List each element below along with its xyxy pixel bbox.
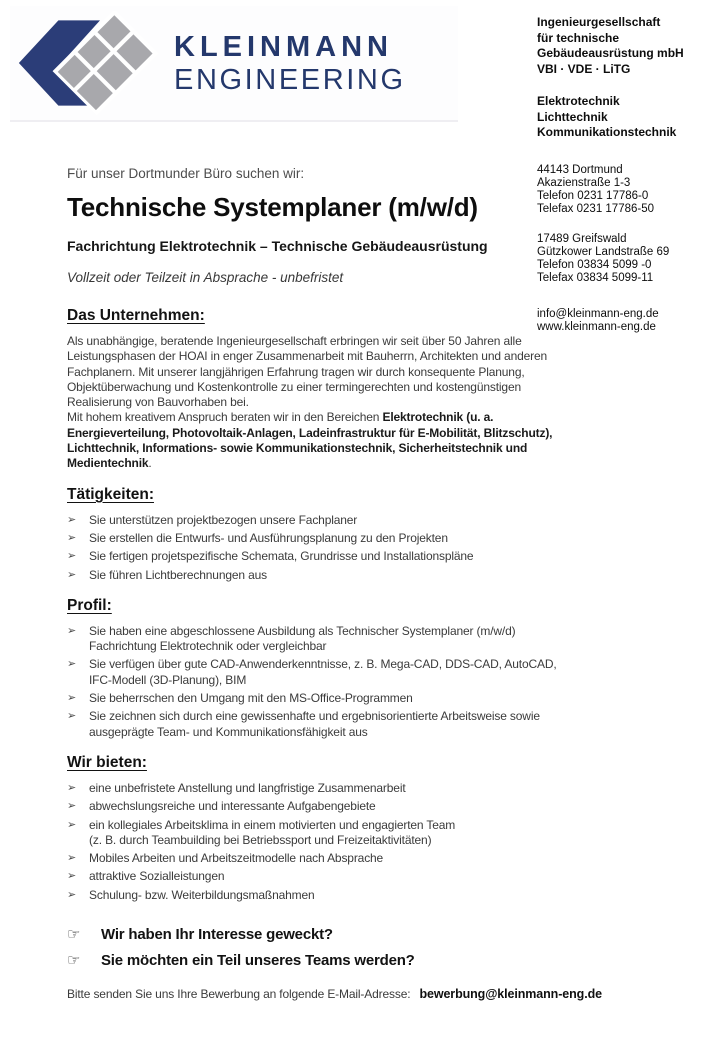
tasks-list xyxy=(67,513,645,583)
list-item-text: Mobiles Arbeiten und Arbeitszeitmodelle nach Absprache xyxy=(89,851,384,866)
apply-instruction-text: Bitte senden Sie uns Ihre Bewerbung an folgende E-Mail-Adresse: xyxy=(67,987,411,1002)
cta-line xyxy=(67,925,645,945)
section-tasks xyxy=(67,485,645,583)
section-heading-company: Das Unternehmen: xyxy=(67,307,205,324)
list-item xyxy=(67,818,645,849)
list-item-text: Sie beherrschen den Umgang mit den MS-Office-Programmen xyxy=(89,691,413,706)
company-paragraph-2 xyxy=(67,410,575,471)
arrow-bullet-icon: ➢ xyxy=(67,531,77,544)
apply-instruction xyxy=(67,987,645,1001)
arrow-bullet-icon: ➢ xyxy=(67,513,77,526)
arrow-bullet-icon: ➢ xyxy=(67,800,77,813)
logo-company-type: ENGINEERING xyxy=(174,64,406,96)
cta-line xyxy=(67,951,645,971)
list-item-text: Sie führen Lichtberechnungen aus xyxy=(89,567,268,582)
arrow-bullet-icon: ➢ xyxy=(67,550,77,563)
arrow-bullet-icon: ➢ xyxy=(67,888,77,901)
list-item xyxy=(67,657,645,688)
section-profile xyxy=(67,596,645,740)
phone-line: Telefon 0231 17786-0 xyxy=(537,189,649,202)
cta-question-2: Sie möchten ein Teil unseres Teams werden? xyxy=(101,952,415,970)
company-paragraph-2-bold: Elektrotechnik (u. a. Energieverteilung, Photovoltaik-Anlagen, Ladeinfrastruktur für E-Mobilität, Blitzschutz), Lichttechnik, Informations- sowie Kommunikationstechnik, Sicherheitstechnik und Medientechnik xyxy=(67,410,553,471)
list-item-text: attraktive Sozialleistungen xyxy=(89,869,225,884)
arrow-bullet-icon: ➢ xyxy=(67,658,77,671)
list-item-text: Sie zeichnen sich durch eine gewissenhafte und ergebnisorientierte Arbeitsweise sowie xyxy=(89,709,540,724)
arrow-bullet-icon: ➢ xyxy=(67,692,77,705)
section-heading-offer: Wir bieten: xyxy=(67,753,147,771)
list-item xyxy=(67,531,645,546)
masthead-line: Elektrotechnik xyxy=(537,94,620,108)
list-item-text: ausgeprägte Team- und Kommunikationsfähigkeit aus xyxy=(89,724,368,739)
arrow-bullet-icon: ➢ xyxy=(67,710,77,723)
contact-email: info@kleinmann-eng.de xyxy=(537,307,659,320)
company-paragraph-2-tail: . xyxy=(148,456,152,471)
logo-company-name: KLEINMANN xyxy=(174,31,393,63)
list-item xyxy=(67,851,645,866)
masthead-line: Gebäudeausrüstung mbH xyxy=(537,46,684,60)
list-item xyxy=(67,781,645,796)
job-title: Technische Systemplaner (m/w/d) xyxy=(67,192,478,222)
arrow-bullet-icon: ➢ xyxy=(67,870,77,883)
list-item xyxy=(67,549,645,564)
masthead-company-block xyxy=(537,15,715,77)
list-item-text: Sie haben eine abgeschlossene Ausbildung als Technischer Systemplaner (m/w/d) xyxy=(89,623,516,638)
company-paragraph-2-lead: Mit hohem kreativem Anspruch beraten wir in den Bereichen xyxy=(67,410,383,425)
list-item xyxy=(67,869,645,884)
arrow-bullet-icon: ➢ xyxy=(67,568,77,581)
fax-line: Telefax 03834 5099-11 xyxy=(537,271,654,284)
list-item-text: Fachrichtung Elektrotechnik oder vergleichbar xyxy=(89,639,327,654)
section-offer xyxy=(67,753,645,903)
list-item xyxy=(67,799,645,814)
apply-email: bewerbung@kleinmann-eng.de xyxy=(419,987,602,1002)
fax-line: Telefax 0231 17786-50 xyxy=(537,202,655,215)
list-item-text: Sie erstellen die Entwurfs- und Ausführungsplanung zu den Projekten xyxy=(89,530,448,545)
job-subtitle: Fachrichtung Elektrotechnik – Technische Gebäudeausrüstung xyxy=(67,238,488,254)
section-heading-tasks: Tätigkeiten: xyxy=(67,485,154,503)
list-item-text: (z. B. durch Teambuilding bei Betriebssport und Freizeitaktivitäten) xyxy=(89,832,432,847)
pointing-hand-icon: ☞ xyxy=(67,926,81,944)
address-line: Akazienstraße 1-3 xyxy=(537,176,631,189)
address-line: 17489 Greifswald xyxy=(537,232,627,245)
masthead-line: Kommunikationstechnik xyxy=(537,125,677,139)
list-item-text: Schulung- bzw. Weiterbildungsmaßnahmen xyxy=(89,887,315,902)
arrow-bullet-icon: ➢ xyxy=(67,818,77,831)
list-item xyxy=(67,691,645,706)
address-line: 44143 Dortmund xyxy=(537,163,623,176)
list-item-text: Sie verfügen über gute CAD-Anwenderkenntnisse, z. B. Mega-CAD, DDS-CAD, AutoCAD, xyxy=(89,657,557,672)
masthead-memberships: VBI · VDE · LiTG xyxy=(537,61,631,76)
job-posting xyxy=(67,166,645,1001)
list-item-text: Sie unterstützen projektbezogen unsere Fachplaner xyxy=(89,512,358,527)
contact-website: www.kleinmann-eng.de xyxy=(537,320,656,333)
list-item-text: Sie fertigen projetspezifische Schemata, Grundrisse und Installationspläne xyxy=(89,549,474,564)
masthead-disciplines xyxy=(537,94,715,141)
list-item xyxy=(67,624,645,655)
masthead-line: Lichttechnik xyxy=(537,109,608,124)
employment-terms: Vollzeit oder Teilzeit in Absprache - unbefristet xyxy=(67,270,344,285)
address-line: Gützkower Landstraße 69 xyxy=(537,245,670,258)
pointing-hand-icon: ☞ xyxy=(67,952,81,970)
cta-block xyxy=(67,925,645,971)
list-item xyxy=(67,568,645,583)
profile-list xyxy=(67,624,645,740)
company-paragraph-1: Als unabhängige, beratende Ingenieurgesellschaft erbringen wir seit über 50 Jahren alle Leistungsphasen der HOAI in enger Zusammenarbeit mit Bauherrn, Architekten und anderen Fachplanern. Mit unserer langjährigen Erfahrung tragen wir durch konsequente Planung, Objektüberwachung und Kostenkontrolle zu einer termingerechten und kostengünstigen Realisierung von Bauvorhaben bei. xyxy=(67,334,548,410)
intro-line: Für unser Dortmunder Büro suchen wir: xyxy=(67,166,305,181)
section-company xyxy=(67,306,645,472)
list-item-text: eine unbefristete Anstellung und langfristige Zusammenarbeit xyxy=(89,780,406,795)
arrow-bullet-icon: ➢ xyxy=(67,852,77,865)
masthead-line: für technische xyxy=(537,30,620,45)
section-heading-profile: Profil: xyxy=(67,596,112,614)
phone-line: Telefon 03834 5099 -0 xyxy=(537,258,652,271)
list-item xyxy=(67,513,645,528)
cta-question-1: Wir haben Ihr Interesse geweckt? xyxy=(101,926,333,944)
list-item xyxy=(67,888,645,903)
offer-list xyxy=(67,781,645,903)
list-item-text: ein kollegiales Arbeitsklima in einem motivierten und engagierten Team xyxy=(89,817,456,832)
logo-mark-icon xyxy=(12,11,162,115)
arrow-bullet-icon: ➢ xyxy=(67,624,77,637)
list-item-text: IFC-Modell (3D-Planung), BIM xyxy=(89,672,247,687)
arrow-bullet-icon: ➢ xyxy=(67,781,77,794)
masthead-line: Ingenieurgesellschaft xyxy=(537,15,661,29)
list-item-text: abwechslungsreiche und interessante Aufgabengebiete xyxy=(89,799,376,814)
list-item xyxy=(67,709,645,740)
logo-wordmark xyxy=(174,30,406,96)
company-logo xyxy=(10,6,458,122)
